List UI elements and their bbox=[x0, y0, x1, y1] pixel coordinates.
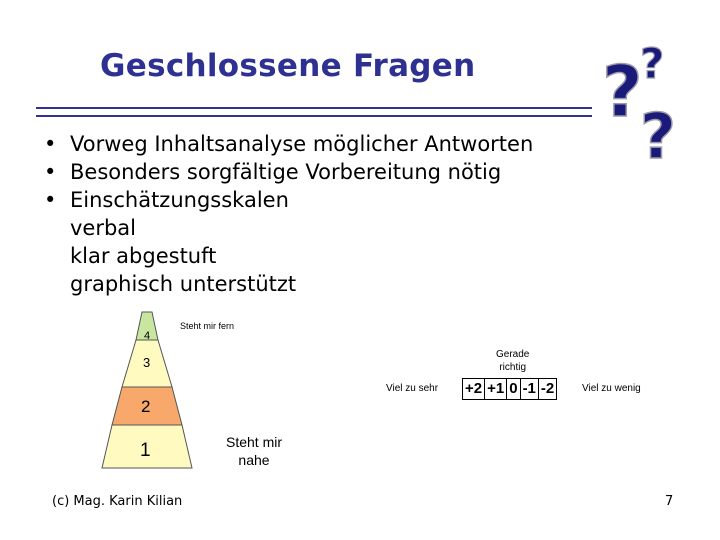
pyramid-bottom-label bbox=[226, 433, 282, 469]
pyramid-top-label: Steht mir fern bbox=[180, 321, 235, 331]
bullet-item bbox=[44, 158, 533, 186]
bullet-dot: • bbox=[44, 188, 57, 212]
scale-cell: +1 bbox=[485, 379, 507, 399]
pyramid-label-1: 1 bbox=[140, 440, 151, 461]
scale-cell: +2 bbox=[463, 379, 485, 399]
footer-copyright: (c) Mag. Karin Kilian bbox=[52, 494, 183, 509]
pyramid-label-3: 3 bbox=[143, 355, 151, 370]
pyramid-bottom-label-line2: nahe bbox=[238, 452, 270, 468]
bullet-list bbox=[44, 130, 533, 298]
svg-text:?: ? bbox=[640, 39, 665, 88]
bullet-text: Einschätzungsskalen bbox=[70, 188, 289, 212]
bullet-dot: • bbox=[44, 160, 57, 184]
slide-title: Geschlossene Fragen bbox=[100, 48, 476, 84]
page-number: 7 bbox=[665, 494, 674, 509]
bullet-text: Besonders sorgfältige Vorbereitung nötig bbox=[70, 160, 502, 184]
bullet-item bbox=[44, 130, 533, 158]
scale-right-label: Viel zu wenig bbox=[582, 383, 641, 394]
scale-cell: -1 bbox=[521, 379, 539, 399]
title-underline-top bbox=[36, 107, 592, 109]
bullet-text: Vorweg Inhaltsanalyse möglicher Antworten bbox=[70, 132, 534, 156]
pyramid-label-4: 4 bbox=[144, 330, 151, 342]
scale-top-label-line1: Gerade bbox=[496, 349, 530, 360]
title-underline-bottom bbox=[36, 115, 592, 117]
bullet-item bbox=[44, 186, 533, 214]
sub-item: klar abgestuft bbox=[70, 244, 217, 268]
svg-text:?: ? bbox=[602, 51, 643, 133]
svg-text:?: ? bbox=[640, 100, 676, 163]
question-marks-icon bbox=[600, 18, 690, 163]
scale-left-label: Viel zu sehr bbox=[386, 383, 439, 394]
scale-cell: 0 bbox=[507, 379, 520, 399]
scale-top-label bbox=[496, 348, 529, 374]
bullet-dot: • bbox=[44, 132, 57, 156]
scale-top-label-line2: richtig bbox=[499, 362, 527, 373]
rating-scale bbox=[462, 378, 557, 400]
sub-item: graphisch unterstützt bbox=[70, 272, 297, 296]
scale-cell: -2 bbox=[540, 380, 555, 397]
pyramid-bottom-label-line1: Steht mir bbox=[226, 434, 283, 450]
sub-item: verbal bbox=[70, 216, 137, 240]
pyramid-label-2: 2 bbox=[141, 397, 151, 416]
